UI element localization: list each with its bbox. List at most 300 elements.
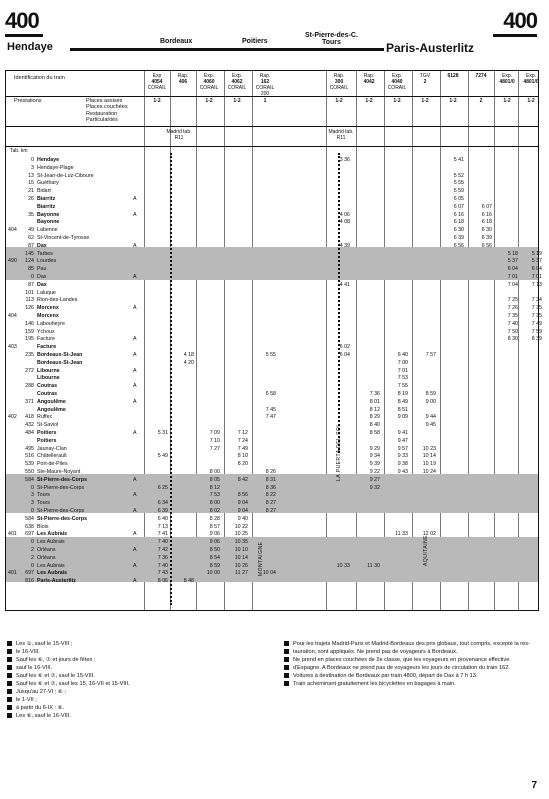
footnote: sauf le 16-VIII. — [7, 664, 267, 672]
time-cell: 7 35 — [507, 313, 518, 319]
station-km: 288 — [25, 383, 34, 390]
station-km: 3 — [31, 164, 34, 171]
train-header: Exp 4054 CORAIL — [147, 73, 167, 91]
time-cell: 8 30 — [507, 336, 518, 343]
arrival-marker: A — [133, 476, 137, 483]
time-cell: 5 52 — [453, 172, 464, 179]
time-cell: 6 18 — [453, 219, 464, 226]
station-km: 495 — [25, 445, 34, 452]
arrival-marker: A — [133, 274, 137, 280]
time-cell: 8 02 — [209, 508, 220, 514]
time-cell: 5 55 — [265, 352, 276, 358]
time-cell: 7 49 — [237, 445, 248, 452]
station-km: 272 — [25, 367, 34, 374]
station-row — [6, 352, 137, 360]
train-column — [326, 71, 327, 610]
station-km: 584 — [25, 515, 34, 522]
time-cell: 3 36 — [339, 157, 350, 163]
time-cell: 6 16 — [481, 211, 492, 218]
time-cell: 7 40 — [157, 562, 168, 569]
station-km: 0 — [31, 484, 34, 491]
time-cell: 8 54 — [209, 554, 220, 561]
time-cell: 7 59 — [531, 328, 542, 335]
time-cell: 9 06 — [209, 531, 220, 538]
station-row — [6, 524, 48, 532]
station-row — [6, 570, 67, 578]
time-cell: 4 08 — [339, 219, 350, 226]
station-km: 638 — [25, 523, 34, 530]
station-row — [6, 508, 137, 516]
station-name: St-Pierre-des-Corps — [37, 484, 85, 491]
station-row — [6, 173, 94, 181]
station-name: St-Vincent-de-Tyrosse — [37, 235, 90, 241]
station-name: Bordeaux-St-Jean — [37, 352, 83, 358]
station-tab: 490 — [8, 258, 17, 265]
station-name: Bidart — [37, 188, 51, 195]
time-cell: 7 40 — [507, 320, 518, 327]
station-name: Angoulême — [37, 406, 66, 413]
station-km: 145 — [25, 250, 34, 257]
time-cell: 8 42 — [237, 476, 248, 483]
time-cell: 8 00 — [209, 500, 220, 507]
footnote-marker-icon — [7, 673, 12, 678]
table-number-right: 400 — [493, 8, 537, 37]
station-row — [6, 485, 84, 493]
time-cell: 9 44 — [425, 414, 436, 421]
footnote: le 16-VIII. — [7, 648, 267, 656]
train-column — [252, 71, 253, 610]
time-cell: 10 22 — [234, 523, 248, 530]
time-cell: 9 04 — [237, 500, 248, 507]
time-cell: 5 41 — [453, 157, 464, 163]
train-header: Rap. 300 CORAIL — [329, 73, 349, 91]
time-cell: 8 31 — [265, 476, 276, 483]
time-cell: 5 37 — [507, 258, 518, 265]
station-km: 584 — [25, 476, 34, 483]
station-row — [6, 476, 137, 485]
arrival-marker: A — [133, 492, 137, 499]
station-row — [6, 375, 60, 383]
tab-km-label: Tab. km — [10, 148, 28, 154]
station-name: Rion-des-Landes — [37, 297, 78, 304]
station-km: 539 — [25, 461, 34, 468]
station-row — [6, 188, 51, 196]
time-cell: 10 25 — [234, 531, 248, 538]
time-cell: 4 18 — [183, 352, 194, 358]
time-cell: 8 00 — [209, 469, 220, 475]
footnote-marker-icon — [7, 697, 12, 702]
time-cell: 5 55 — [453, 180, 464, 187]
time-cell: 9 27 — [369, 476, 380, 483]
station-name: Bordeaux-St-Jean — [37, 359, 83, 366]
station-name: Facture — [37, 336, 55, 343]
footnotes-left — [7, 640, 267, 720]
time-cell: 7 35 — [531, 305, 542, 312]
station-tab: 401 — [8, 531, 17, 538]
time-cell: 8 29 — [369, 414, 380, 421]
station-row — [6, 266, 46, 274]
time-cell: 8 10 — [237, 453, 248, 460]
station-name: Libourne — [37, 367, 60, 374]
time-cell: 6 04 — [339, 352, 350, 358]
station-name: St-Saviol — [37, 422, 59, 429]
time-cell: 6 56 — [453, 242, 464, 249]
station-row — [6, 500, 50, 508]
train-column — [494, 71, 495, 610]
time-cell: 6 18 — [481, 219, 492, 226]
train-name-puerta: LA PUERTA DEL SOL — [336, 423, 342, 481]
time-cell: 9 34 — [369, 453, 380, 460]
station-name: Les Aubrais — [37, 570, 68, 577]
station-row — [6, 211, 137, 220]
footnote: Les ⑥, sauf le 16-VIII. — [7, 712, 267, 720]
station-row — [6, 461, 68, 469]
train-class: 1-2 — [153, 98, 161, 104]
station-row — [6, 407, 66, 415]
time-cell: 6 04 — [507, 266, 518, 273]
time-cell: 6 58 — [265, 391, 276, 397]
train-column — [356, 71, 357, 610]
station-name: Morcenx — [37, 305, 59, 312]
station-row — [6, 227, 58, 235]
train-class: 1-2 — [365, 98, 373, 104]
time-cell: 10 33 — [336, 562, 350, 569]
time-cell: 5 37 — [531, 258, 542, 265]
station-row — [6, 219, 59, 227]
footnote-marker-icon — [284, 673, 289, 678]
time-cell: 9 45 — [425, 422, 436, 429]
timetable — [5, 70, 542, 611]
station-tab: 402 — [8, 414, 17, 421]
time-cell: 8 59 — [425, 391, 436, 397]
arrival-marker: A — [133, 242, 137, 249]
via-stop-2: Poitiers — [242, 38, 268, 45]
station-tab: 404 — [8, 313, 17, 319]
train-column — [440, 71, 441, 610]
station-row — [6, 242, 137, 251]
station-tab: 401 — [8, 570, 17, 577]
arrival-marker: A — [133, 383, 137, 390]
station-name: Labouheyre — [37, 320, 65, 327]
time-cell: 7 42 — [157, 547, 168, 553]
time-cell: 9 09 — [397, 414, 408, 421]
station-km: 516 — [25, 453, 34, 460]
train-class: 1-2 — [233, 98, 241, 104]
station-row — [6, 360, 82, 368]
train-column — [468, 71, 469, 610]
station-name: Bayonne — [37, 219, 60, 226]
train-class: 1-2 — [527, 98, 535, 104]
train-class: 1-2 — [449, 98, 457, 104]
time-cell: 6 40 — [157, 515, 168, 522]
station-row — [6, 313, 59, 321]
footnote: tauration, sont appliqués. Ne prend pas de voyageurs à Bordeaux. — [284, 648, 539, 656]
time-cell: 9 47 — [397, 437, 408, 444]
station-name: Tarbes — [37, 250, 53, 257]
time-cell: 7 27 — [209, 445, 220, 452]
time-cell: 8 28 — [209, 515, 220, 522]
time-cell: 8 57 — [209, 523, 220, 530]
time-cell: 8 19 — [397, 391, 408, 397]
station-name: Poitiers — [37, 430, 57, 436]
station-km: 195 — [25, 336, 34, 343]
arrival-marker: A — [133, 508, 137, 514]
time-cell: 10 14 — [234, 554, 248, 561]
station-name: Biarritz — [37, 196, 56, 202]
station-km: 87 — [28, 281, 34, 288]
train-name-montaigne: MONTAIGNE — [258, 541, 264, 576]
footnote-marker-icon — [284, 657, 289, 662]
time-cell: 6 40 — [397, 352, 408, 358]
arrival-marker: A — [133, 367, 137, 374]
time-cell: 7 13 — [157, 523, 168, 530]
footnote: Les ①, sauf le 15-VIII ; — [7, 640, 267, 648]
arrival-marker: A — [133, 562, 137, 569]
time-cell: 7 55 — [397, 383, 408, 390]
footnote-marker-icon — [7, 713, 12, 718]
station-name: Dax — [37, 274, 47, 280]
time-cell: 12 02 — [422, 531, 436, 538]
origin-station: Hendaye — [7, 41, 53, 53]
time-cell: 10 04 — [262, 570, 276, 577]
station-name: Ruffec — [37, 414, 53, 421]
time-cell: 6 39 — [481, 235, 492, 241]
train-class: 2 — [479, 98, 483, 104]
station-name: Poitiers — [37, 437, 57, 444]
time-cell: 7 01 — [531, 274, 542, 280]
station-km: 49 — [28, 227, 34, 234]
station-row — [6, 391, 57, 399]
time-cell: 8 12 — [209, 484, 220, 491]
time-cell: 10 00 — [206, 570, 220, 577]
station-row — [6, 297, 77, 305]
station-row — [6, 329, 55, 337]
station-km: 432 — [25, 422, 34, 429]
time-cell: 8 22 — [265, 492, 276, 499]
footnote-marker-icon — [284, 641, 289, 646]
station-name: Port-de-Piles — [37, 461, 68, 468]
station-row — [6, 305, 137, 313]
station-name: Morcenx — [37, 313, 59, 319]
station-tab: 403 — [8, 344, 17, 351]
route-line — [70, 48, 384, 51]
table-number-left: 400 — [5, 8, 43, 37]
footnote: Jusqu'au 27-VI ; ⑥ ; — [7, 688, 267, 696]
time-cell: 6 34 — [157, 500, 168, 507]
station-row — [6, 562, 137, 571]
station-row — [6, 453, 67, 461]
footnote-marker-icon — [7, 665, 12, 670]
train-header: Rap. 406 — [177, 73, 189, 85]
time-cell: 5 59 — [453, 188, 464, 195]
time-cell: 8 12 — [369, 406, 380, 413]
train-class: 1-2 — [335, 98, 343, 104]
time-cell: 6 30 — [453, 227, 464, 234]
station-name: St-Pierre-des-Corps — [37, 508, 85, 514]
station-row — [6, 274, 137, 282]
footnote-marker-icon — [284, 681, 289, 686]
arrival-marker: A — [133, 352, 137, 358]
station-km: 2 — [31, 554, 34, 561]
time-cell: 6 02 — [339, 344, 350, 351]
station-name: Dax — [37, 281, 47, 288]
train-column — [384, 71, 385, 610]
station-row — [6, 422, 58, 430]
station-km: 101 — [25, 289, 34, 296]
time-cell: 7 04 — [507, 281, 518, 288]
time-cell: 6 30 — [481, 227, 492, 234]
time-cell: 8 40 — [369, 422, 380, 429]
station-name: Tours — [37, 492, 50, 499]
footnote-marker-icon — [7, 657, 12, 662]
station-km: 371 — [25, 398, 34, 405]
station-row — [6, 539, 65, 547]
time-cell: 7 49 — [531, 320, 542, 327]
station-km: 3 — [31, 500, 34, 507]
station-km: 0 — [31, 539, 34, 546]
arrival-marker: A — [133, 547, 137, 553]
time-cell: 6 07 — [481, 203, 492, 210]
station-tab: 404 — [8, 227, 17, 234]
arrival-marker: A — [133, 305, 137, 312]
time-cell: 8 20 — [237, 461, 248, 468]
time-cell: 7 00 — [397, 359, 408, 366]
train-header: TGV 2 — [419, 73, 431, 85]
time-cell: 7 36 — [157, 554, 168, 561]
footnote: Sauf les ⑥ et ⑦, sauf le 15-VIII. — [7, 672, 267, 680]
station-km: 3 — [31, 492, 34, 499]
time-cell: 6 16 — [453, 211, 464, 218]
madrid-note-1: Madrid tab. R11 — [166, 129, 192, 141]
train-class: 1-2 — [393, 98, 401, 104]
station-row — [6, 398, 137, 407]
time-cell: 5 49 — [157, 453, 168, 460]
time-cell: 9 40 — [237, 515, 248, 522]
station-name: Châtellerault — [37, 453, 67, 460]
footnote: Ne prend en places couchées de 2e classe, que les voyageurs en provenance effective — [284, 656, 539, 664]
time-cell: 7 25 — [507, 297, 518, 304]
time-cell: 6 05 — [453, 196, 464, 202]
train-class: 1-2 — [503, 98, 511, 104]
train-header: 6128 — [447, 73, 459, 79]
station-km: 697 — [25, 570, 34, 577]
madrid-note-2: Madrid tab. R11 — [328, 129, 354, 141]
time-cell: 8 48 — [183, 578, 194, 585]
notes-row — [6, 126, 538, 147]
time-cell: 9 00 — [425, 398, 436, 405]
time-cell: 8 50 — [209, 547, 220, 553]
time-cell: 8 01 — [369, 398, 380, 405]
time-cell: 6 07 — [453, 203, 464, 210]
footnote-marker-icon — [7, 705, 12, 710]
station-row — [6, 414, 52, 422]
services-list: Places assises Places couchées Restauration Particularités — [86, 98, 128, 123]
time-cell: 7 24 — [237, 437, 248, 444]
station-km: 235 — [25, 352, 34, 358]
station-km: 124 — [25, 258, 34, 265]
time-cell: 8 39 — [531, 336, 542, 343]
station-km: 0 — [31, 562, 34, 569]
time-cell: 7 45 — [265, 406, 276, 413]
station-name: Orléans — [37, 547, 56, 553]
destination-station: Paris-Austerlitz — [386, 41, 475, 55]
footnotes-right — [284, 640, 539, 688]
arrival-marker: A — [133, 196, 137, 202]
train-id-row — [6, 71, 538, 97]
footnote-marker-icon — [7, 689, 12, 694]
footnote-marker-icon — [284, 649, 289, 654]
arrival-marker: A — [133, 336, 137, 343]
train-header: Exp. 4801/0 — [499, 73, 515, 85]
station-row — [6, 282, 47, 290]
time-cell: 10 23 — [422, 445, 436, 452]
train-column — [144, 71, 145, 610]
station-km: 62 — [28, 235, 34, 241]
station-name: Libourne — [37, 375, 60, 382]
time-cell: 7 43 — [157, 570, 168, 577]
station-row — [6, 555, 56, 563]
time-cell: 5 31 — [157, 430, 168, 436]
time-cell: 11 27 — [235, 570, 248, 577]
station-row — [6, 196, 137, 204]
time-cell: 9 06 — [209, 539, 220, 546]
station-name: Les Aubrais — [37, 539, 65, 546]
station-name: Coutras — [37, 383, 58, 390]
footnote: Train acheminant gratuitement les bicyclettes en bagages à main. — [284, 680, 539, 688]
prestations-label: Prestations — [14, 98, 42, 104]
train-column — [412, 71, 413, 610]
via-stop-1: Bordeaux — [160, 38, 193, 45]
time-cell: 7 35 — [531, 313, 542, 319]
station-name: Ychoux — [37, 328, 55, 335]
time-cell: 9 41 — [397, 430, 408, 436]
station-name: Facture — [37, 344, 57, 351]
time-cell: 8 58 — [369, 430, 380, 436]
train-header: Rap. 4042 — [363, 73, 375, 85]
station-name: Hendaye-Plage — [37, 164, 74, 171]
station-name: Labenne — [37, 227, 58, 234]
arrival-marker: A — [133, 531, 137, 538]
time-cell: 7 09 — [209, 430, 220, 436]
station-row — [6, 321, 65, 329]
station-row — [6, 430, 137, 438]
station-name: Bayonne — [37, 211, 60, 218]
station-row — [6, 438, 56, 446]
time-cell: 10 24 — [422, 469, 436, 475]
station-row — [6, 516, 87, 524]
time-cell: 8 27 — [265, 508, 276, 514]
station-km: 85 — [28, 266, 34, 273]
station-km: 550 — [25, 469, 34, 475]
station-km: 0 — [31, 274, 34, 280]
station-row — [6, 469, 80, 477]
station-name: Jaunay-Clan — [37, 445, 67, 452]
station-row — [6, 367, 137, 376]
time-cell: 7 53 — [397, 375, 408, 382]
station-km: 0 — [31, 157, 34, 163]
station-km: 13 — [28, 172, 34, 179]
station-name: Angoulême — [37, 398, 66, 405]
station-name: Blois — [37, 523, 49, 530]
station-km: 816 — [25, 578, 34, 585]
identification-label: Identification du train — [14, 75, 65, 81]
station-name: St-Pierre-des-Corps — [37, 476, 88, 483]
train-column — [196, 71, 197, 610]
station-name: Guéthary — [37, 180, 59, 187]
station-name: Paris-Austerlitz — [37, 578, 76, 585]
footnote: Voitures à destination de Bordeaux par train 4800, départ de Dax à 7 h 13. — [284, 672, 539, 680]
footnote: à partir du 6-IX : ⑥. — [7, 704, 267, 712]
